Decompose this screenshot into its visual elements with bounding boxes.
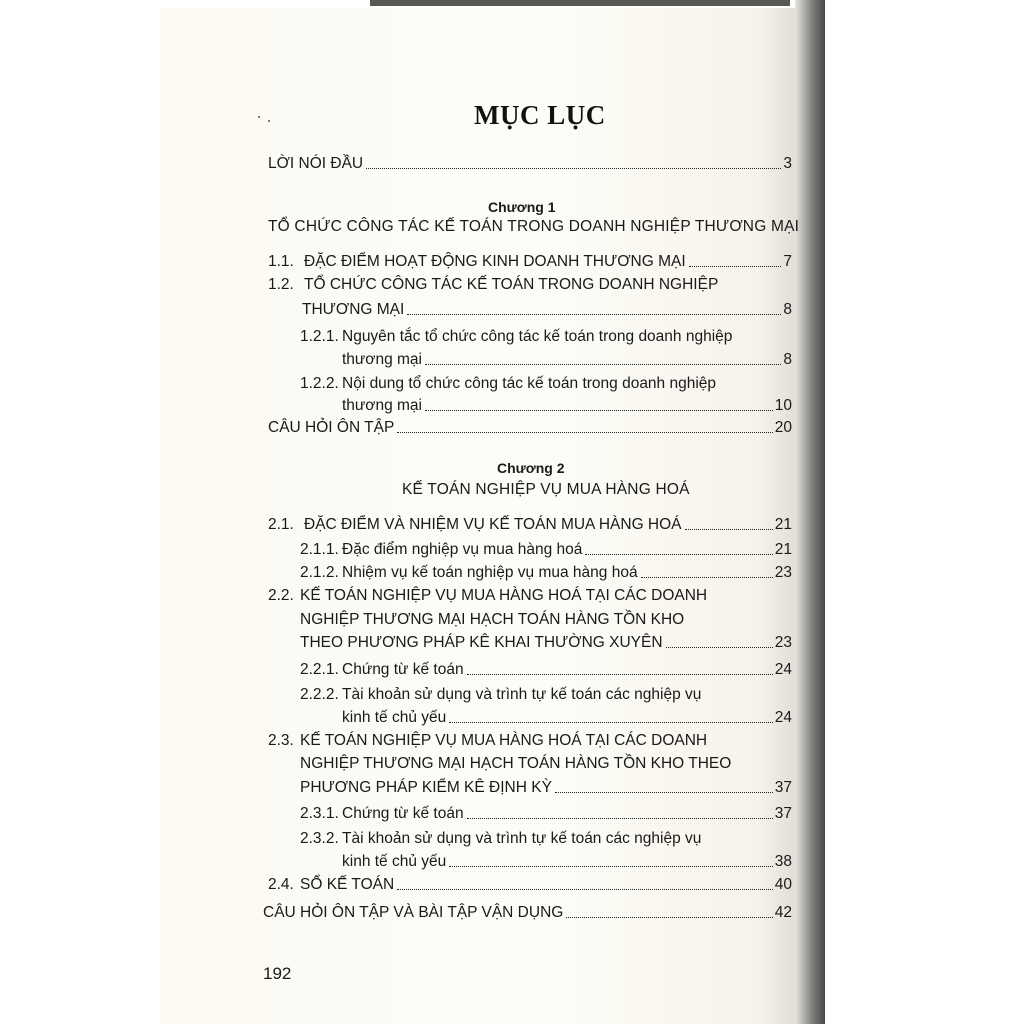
toc-entry	[300, 778, 792, 798]
dot-leader	[585, 554, 772, 555]
toc-entry	[342, 852, 792, 872]
toc-entry	[342, 708, 792, 728]
section-number: 2.1.1.	[300, 541, 339, 558]
toc-entry-label: Chứng từ kế toán	[342, 805, 464, 822]
dot-leader	[407, 314, 781, 315]
chapter-title: TỔ CHỨC CÔNG TÁC KẾ TOÁN TRONG DOANH NGHIỆP THƯƠNG MẠI	[268, 218, 800, 235]
section-number: 1.2.1.	[300, 328, 339, 345]
toc-entry-label: Nhiệm vụ kế toán nghiệp vụ mua hàng hoá	[342, 564, 638, 581]
dot-leader	[566, 917, 772, 918]
toc-entry-label: Tài khoản sử dụng và trình tự kế toán các nghiệp vụ	[342, 830, 702, 847]
section-number: 2.3.2.	[300, 830, 339, 847]
toc-entry-label: Đặc điểm nghiệp vụ mua hàng hoá	[342, 541, 583, 558]
section-number: 2.2.2.	[300, 686, 339, 703]
toc-entry-line: NGHIỆP THƯƠNG MẠI HẠCH TOÁN HÀNG TỒN KHO THEO	[300, 755, 732, 772]
toc-entry-label: CÂU HỎI ÔN TẬP	[268, 419, 395, 436]
toc-entry-line	[268, 275, 718, 295]
toc-entry-label: THƯƠNG MẠI	[302, 301, 405, 318]
toc-entry	[300, 633, 792, 653]
section-number: 2.2.1.	[300, 661, 339, 678]
toc-page-number: 24	[774, 661, 792, 678]
toc-entry-label: ĐẶC ĐIỂM VÀ NHIỆM VỤ KẾ TOÁN MUA HÀNG HOÁ	[304, 516, 682, 533]
toc-entry	[268, 515, 792, 535]
dot-leader	[425, 410, 773, 411]
toc-entry-line: NGHIỆP THƯƠNG MẠI HẠCH TOÁN HÀNG TỒN KHO	[300, 611, 685, 628]
toc-page-number: 21	[774, 516, 792, 533]
toc-entry	[302, 300, 792, 320]
section-number: 2.4.	[268, 876, 294, 893]
dot-leader	[366, 168, 781, 169]
toc-page-number: 23	[774, 634, 792, 651]
toc-entry	[342, 350, 792, 370]
dot-leader	[449, 722, 772, 723]
toc-page-number: 42	[774, 904, 792, 921]
dot-leader	[397, 432, 772, 433]
toc-entry	[342, 396, 792, 416]
toc-page-number: 10	[774, 397, 792, 414]
toc-entry-label: KẾ TOÁN NGHIỆP VỤ MUA HÀNG HOÁ TẠI CÁC DOANH	[300, 732, 708, 749]
dot-leader	[641, 577, 773, 578]
toc-entry-label: SỔ KẾ TOÁN	[300, 876, 395, 893]
toc-entry-label: Nội dung tổ chức công tác kế toán trong doanh nghiệp	[342, 375, 717, 392]
section-number: 2.2.	[268, 587, 294, 604]
dot-leader	[666, 647, 773, 648]
toc-entry-line	[268, 586, 707, 606]
toc-entry	[263, 903, 792, 923]
toc-entry-label: THEO PHƯƠNG PHÁP KÊ KHAI THƯỜNG XUYÊN	[300, 634, 663, 651]
toc-page-number: 8	[783, 301, 792, 318]
section-number: 1.2.	[268, 276, 294, 293]
toc-entry-line	[300, 829, 701, 849]
section-number: 2.3.	[268, 732, 294, 749]
toc-entry-label: thương mại	[342, 351, 422, 368]
toc-entry	[268, 154, 792, 174]
toc-entry-line	[268, 731, 707, 751]
toc-entry	[300, 804, 792, 824]
section-number: 1.2.2.	[300, 375, 339, 392]
toc-entry	[268, 252, 792, 272]
toc-entry-label: ĐẶC ĐIỂM HOẠT ĐỘNG KINH DOANH THƯƠNG MẠI	[304, 253, 686, 270]
toc-entry	[268, 875, 792, 895]
toc-entry	[300, 563, 792, 583]
toc-entry-label: LỜI NÓI ĐẦU	[268, 155, 364, 172]
toc-entry	[300, 540, 792, 560]
toc-entry	[268, 418, 792, 438]
toc-page-number: 21	[774, 541, 792, 558]
toc-page-number: 3	[783, 155, 792, 172]
dot-leader	[689, 266, 782, 267]
toc-page-number: 37	[774, 779, 792, 796]
toc-entry-label: KẾ TOÁN NGHIỆP VỤ MUA HÀNG HOÁ TẠI CÁC DOANH	[300, 587, 708, 604]
chapter-title: KẾ TOÁN NGHIỆP VỤ MUA HÀNG HOÁ	[402, 481, 690, 498]
toc-page-number: 8	[783, 351, 792, 368]
toc-page-number: 37	[774, 805, 792, 822]
toc-page-number: 20	[774, 419, 792, 436]
toc-entry-label: kinh tế chủ yếu	[342, 709, 447, 726]
toc-page-number: 38	[774, 853, 792, 870]
toc-page-number: 40	[774, 876, 792, 893]
dot-leader	[467, 674, 773, 675]
toc-entry	[300, 660, 792, 680]
page-number: 192	[263, 964, 292, 983]
toc-entry-label: kinh tế chủ yếu	[342, 853, 447, 870]
speck	[258, 116, 260, 118]
toc-entry-label: CÂU HỎI ÔN TẬP VÀ BÀI TẬP VẬN DỤNG	[263, 904, 564, 921]
toc-entry-label: Tài khoản sử dụng và trình tự kế toán các nghiệp vụ	[342, 686, 702, 703]
toc-entry-line	[300, 685, 701, 705]
chapter-label: Chương 1	[488, 199, 556, 215]
section-number: 2.1.2.	[300, 564, 339, 581]
section-number: 2.1.	[268, 516, 294, 533]
book-spine-shadow	[795, 0, 825, 1024]
chapter-label: Chương 2	[497, 460, 565, 476]
speck	[268, 120, 270, 122]
toc-entry-label: Chứng từ kế toán	[342, 661, 464, 678]
toc-page-number: 7	[783, 253, 792, 270]
page-top-edge	[370, 0, 790, 6]
toc-page-number: 23	[774, 564, 792, 581]
dot-leader	[425, 364, 781, 365]
section-number: 2.3.1.	[300, 805, 339, 822]
dot-leader	[685, 529, 773, 530]
toc-entry-label: PHƯƠNG PHÁP KIỂM KÊ ĐỊNH KỲ	[300, 779, 552, 796]
toc-entry-label: Nguyên tắc tổ chức công tác kế toán trong doanh nghiệp	[342, 328, 733, 345]
dot-leader	[555, 792, 773, 793]
toc-page-number: 24	[774, 709, 792, 726]
toc-entry-label: thương mại	[342, 397, 422, 414]
dot-leader	[449, 866, 772, 867]
page-title: MỤC LỤC	[474, 100, 606, 130]
dot-leader	[397, 889, 773, 890]
section-number: 1.1.	[268, 253, 294, 270]
toc-entry-label: TỔ CHỨC CÔNG TÁC KẾ TOÁN TRONG DOANH NGHIỆP	[304, 276, 719, 293]
toc-entry-line	[300, 374, 716, 394]
dot-leader	[467, 818, 773, 819]
toc-entry-line	[300, 327, 732, 347]
